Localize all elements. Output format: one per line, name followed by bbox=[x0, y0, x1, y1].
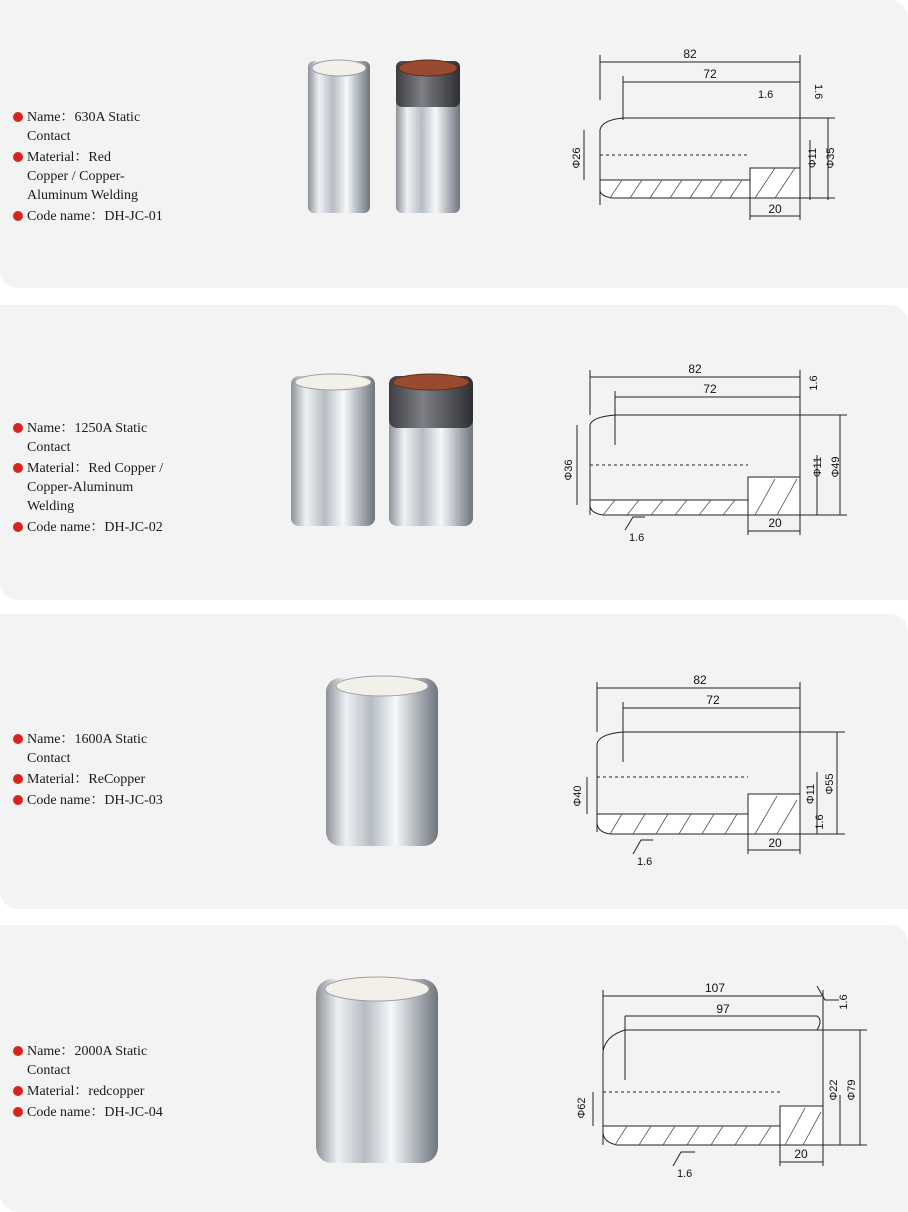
spec-code: Code name：DH-JC-01 bbox=[13, 207, 163, 226]
dim-overall: 82 bbox=[683, 47, 697, 61]
bullet-icon bbox=[13, 211, 23, 221]
dim-base: 20 bbox=[768, 202, 782, 216]
dim-overall: 107 bbox=[704, 981, 726, 995]
dim-outer: Φ79 bbox=[846, 1079, 858, 1101]
spec-material: Material：Red Copper / Copper- Aluminum Welding bbox=[13, 148, 163, 205]
dim-outer: Φ35 bbox=[825, 147, 837, 169]
product-photo-4 bbox=[310, 973, 445, 1168]
dim-bore-depth: 97 bbox=[716, 1002, 730, 1016]
spec-code: Code name：DH-JC-03 bbox=[13, 791, 163, 810]
aluminum-contact bbox=[308, 61, 370, 213]
dim-hole: Φ11 bbox=[805, 783, 817, 805]
spec-material: Material：Red Copper / Copper-Aluminum Welding bbox=[13, 459, 163, 516]
product-photo-3 bbox=[320, 672, 445, 852]
product-panel-4 bbox=[0, 925, 908, 1212]
bullet-icon bbox=[13, 423, 23, 433]
copper-contact bbox=[316, 979, 438, 1163]
dim-bore-dia: Φ62 bbox=[576, 1097, 588, 1119]
roughness-mark: 1.6 bbox=[808, 375, 820, 391]
dim-bore-depth: 72 bbox=[703, 67, 717, 81]
spec-name: Name：630A Static Contact bbox=[13, 108, 163, 146]
dim-bore-dia: Φ26 bbox=[571, 147, 583, 169]
bullet-icon bbox=[13, 795, 23, 805]
spec-code: Code name：DH-JC-02 bbox=[13, 518, 163, 537]
spec-material: Material：redcopper bbox=[13, 1082, 163, 1101]
svg-text:1.6: 1.6 bbox=[812, 84, 824, 100]
copper-contact bbox=[326, 678, 438, 846]
bullet-icon bbox=[13, 774, 23, 784]
product-panel-3 bbox=[0, 614, 908, 909]
dim-hole: Φ22 bbox=[828, 1079, 840, 1101]
spec-list-2 bbox=[13, 419, 163, 539]
product-panel-2 bbox=[0, 305, 908, 600]
bullet-icon bbox=[13, 734, 23, 744]
dim-bore-dia: Φ36 bbox=[563, 459, 575, 481]
spec-name: Name：2000A Static Contact bbox=[13, 1042, 163, 1080]
svg-text:1.6: 1.6 bbox=[637, 856, 653, 868]
roughness-mark: 1.6 bbox=[814, 814, 826, 830]
roughness-mark: 1.6 bbox=[758, 89, 774, 101]
dim-bore-depth: 72 bbox=[706, 693, 720, 707]
dim-overall: 82 bbox=[688, 362, 702, 376]
bullet-icon bbox=[13, 1107, 23, 1117]
spec-material: Material：ReCopper bbox=[13, 770, 163, 789]
dim-hole: Φ11 bbox=[807, 147, 819, 169]
spec-code: Code name：DH-JC-04 bbox=[13, 1103, 163, 1122]
product-panel-1 bbox=[0, 0, 908, 288]
technical-drawing-4 bbox=[555, 980, 875, 1180]
technical-drawing-1 bbox=[560, 40, 850, 240]
dim-base: 20 bbox=[768, 836, 782, 850]
bullet-icon bbox=[13, 463, 23, 473]
bullet-icon bbox=[13, 152, 23, 162]
spec-list-4 bbox=[13, 1042, 163, 1124]
spec-list-1 bbox=[13, 108, 163, 228]
bullet-icon bbox=[13, 522, 23, 532]
dim-overall: 82 bbox=[693, 673, 707, 687]
svg-text:1.6: 1.6 bbox=[629, 532, 645, 544]
spec-name: Name：1250A Static Contact bbox=[13, 419, 163, 457]
dim-hole: Φ11 bbox=[812, 456, 824, 478]
bullet-icon bbox=[13, 112, 23, 122]
dim-outer: Φ49 bbox=[830, 456, 842, 478]
product-photo-1 bbox=[300, 55, 475, 220]
bullet-icon bbox=[13, 1086, 23, 1096]
dim-base: 20 bbox=[768, 516, 782, 530]
dim-bore-dia: Φ40 bbox=[572, 785, 584, 807]
dim-bore-depth: 72 bbox=[703, 382, 717, 396]
aluminum-contact bbox=[291, 376, 375, 526]
roughness-mark: 1.6 bbox=[838, 994, 850, 1010]
dim-outer: Φ55 bbox=[824, 773, 836, 795]
technical-drawing-3 bbox=[555, 672, 855, 872]
spec-list-3 bbox=[13, 730, 163, 812]
svg-text:1.6: 1.6 bbox=[677, 1168, 693, 1180]
dim-base: 20 bbox=[794, 1147, 808, 1161]
bullet-icon bbox=[13, 1046, 23, 1056]
technical-drawing-2 bbox=[555, 355, 855, 550]
spec-name: Name：1600A Static Contact bbox=[13, 730, 163, 768]
product-photo-2 bbox=[285, 370, 485, 530]
